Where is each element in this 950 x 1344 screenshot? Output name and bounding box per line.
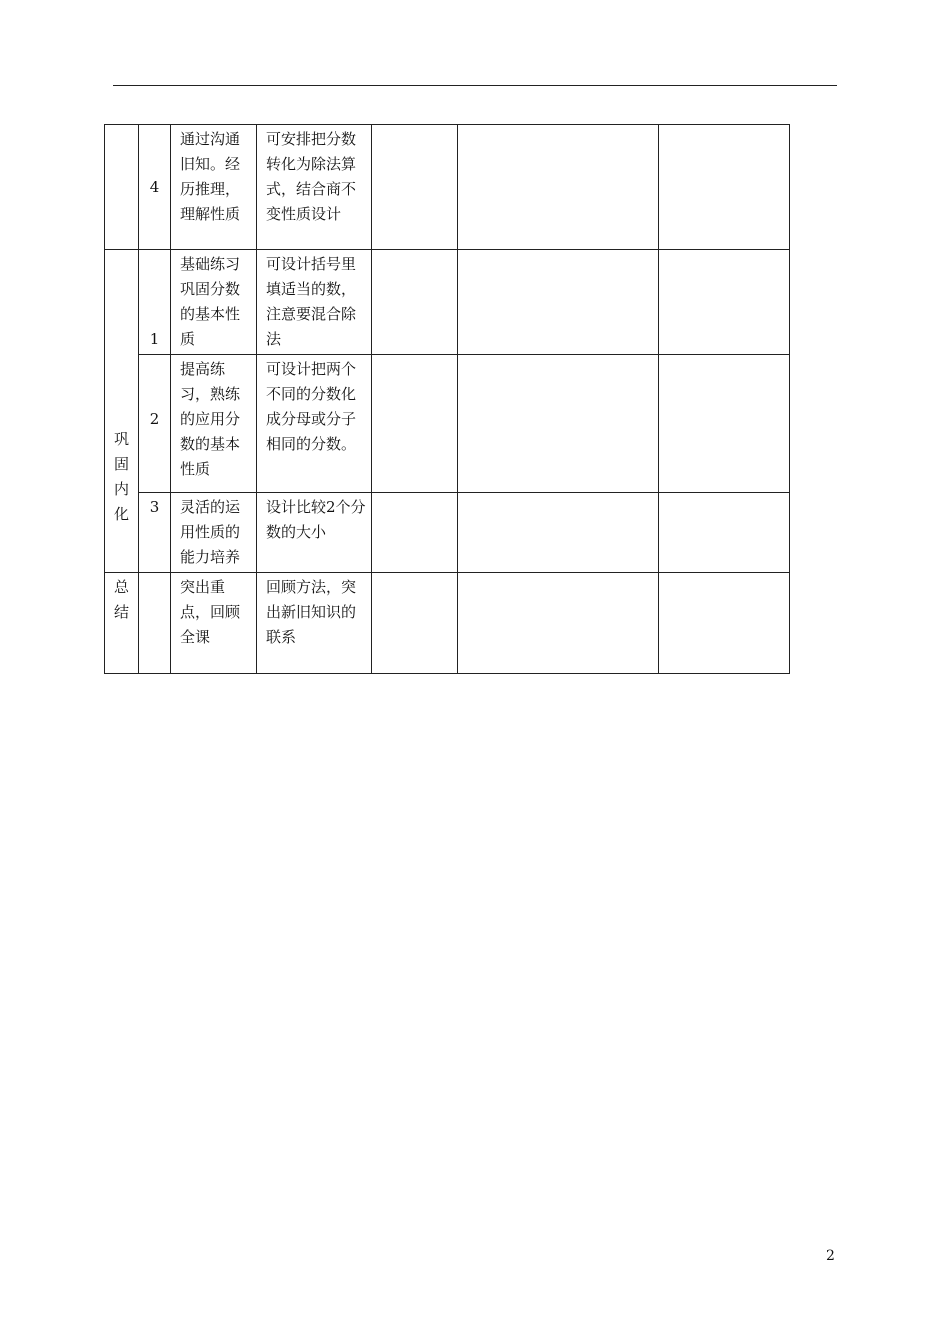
empty-cell <box>458 355 659 493</box>
goal-text: 突出重点，回顾全课 <box>180 578 241 646</box>
stage-cell-consolidate <box>105 250 139 573</box>
goal-text: 通过沟通旧知。经历推理，理解性质 <box>180 130 241 223</box>
design-text: 可设计括号里填适当的数，注意要混合除法 <box>266 255 357 348</box>
design-text: 可安排把分数转化为除法算式，结合商不变性质设计 <box>266 130 357 223</box>
empty-cell <box>659 493 790 573</box>
design-text: 回顾方法，突出新旧知识的联系 <box>266 578 357 646</box>
step-number-cell: 2 <box>139 355 171 493</box>
goal-cell <box>171 493 257 573</box>
stage-cell-summary <box>105 573 139 674</box>
design-cell <box>257 250 372 355</box>
empty-cell <box>659 125 790 250</box>
design-text: 设计比较2个分数的大小 <box>266 498 366 541</box>
table-row <box>105 573 790 674</box>
step-number-cell: 1 <box>139 250 171 355</box>
empty-cell <box>458 250 659 355</box>
empty-cell <box>458 573 659 674</box>
goal-cell <box>171 355 257 493</box>
design-cell <box>257 125 372 250</box>
design-text: 可设计把两个不同的分数化成分母或分子相同的分数。 <box>266 360 357 453</box>
empty-cell <box>659 573 790 674</box>
stage-cell-empty <box>105 125 139 250</box>
empty-cell <box>659 355 790 493</box>
step-number-cell: 4 <box>139 125 171 250</box>
empty-cell <box>372 573 458 674</box>
step-number-cell: 3 <box>139 493 171 573</box>
goal-cell <box>171 125 257 250</box>
goal-cell <box>171 573 257 674</box>
empty-cell <box>372 125 458 250</box>
lesson-plan-table <box>104 124 790 674</box>
empty-cell <box>372 355 458 493</box>
empty-cell <box>372 493 458 573</box>
goal-cell <box>171 250 257 355</box>
table-row <box>105 250 790 355</box>
table-row <box>105 493 790 573</box>
empty-cell <box>458 493 659 573</box>
goal-text: 灵活的运用性质的能力培养 <box>180 498 241 566</box>
goal-text: 基础练习巩固分数的基本性质 <box>180 255 241 348</box>
table-row <box>105 125 790 250</box>
design-cell <box>257 355 372 493</box>
design-cell <box>257 573 372 674</box>
empty-cell <box>458 125 659 250</box>
empty-cell <box>372 250 458 355</box>
page-number: 2 <box>826 1248 835 1264</box>
design-cell <box>257 493 372 573</box>
table-row <box>105 355 790 493</box>
stage-label: 总结 <box>113 578 129 621</box>
stage-label: 巩固内化 <box>113 430 129 523</box>
header-rule <box>113 85 837 86</box>
empty-cell <box>659 250 790 355</box>
step-number-cell <box>139 573 171 674</box>
goal-text: 提高练习，熟练的应用分数的基本性质 <box>180 360 241 478</box>
